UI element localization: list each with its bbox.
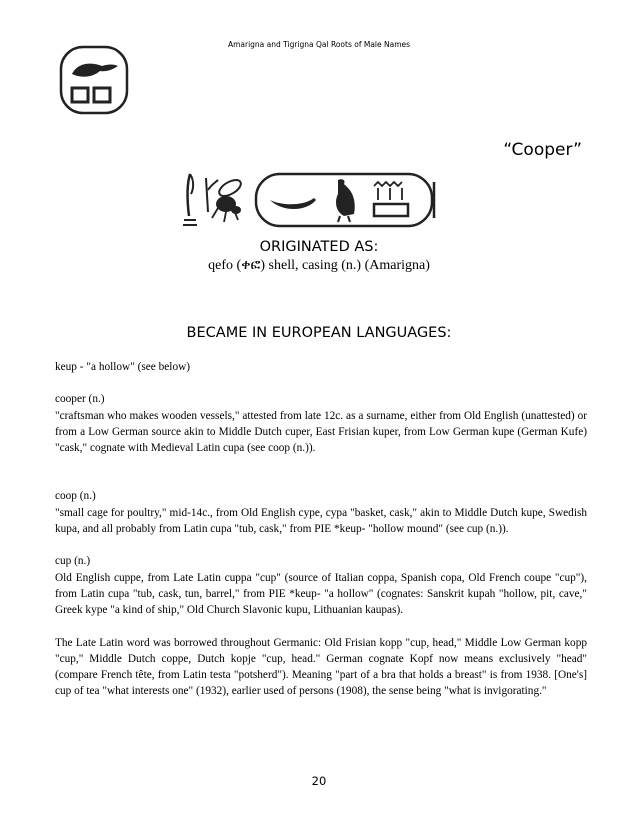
paragraph-keup: keup - "a hollow" (see below) xyxy=(55,361,191,373)
originated-heading: ORIGINATED AS: xyxy=(259,239,379,255)
entry-text-late-latin: The Late Latin word was borrowed throughout Germanic: Old Frisian kopp "cup, head," Middle Low German kopp "cup," Middle Dutch coppe, Dutch kopje "cup, head." German cognate Kopf now means exclusively "head" (compare French tête, from Latin testa "potsherd"). Meaning "part of a bra that holds a breast" is from 1938. [One's] cup of tea "what interests one" (1932), earlier used of persons (1908), the sense being "what is invigorating." xyxy=(55,636,587,698)
entry-text-cooper: "craftsman who makes wooden vessels," attested from late 12c. as a surname, either from Old English (unattested) or from a Low German source akin to Middle Dutch cuper, East Frisian kuper, from Low German kupe (German Kufe) "cask," cognate with Medieval Latin cupa (see coop (n.)). xyxy=(55,409,587,455)
entry-text-cup: Old English cuppe, from Late Latin cuppa "cup" (source of Italian coppa, Spanish copa, Old French coupe "cup"), from Latin cupa "tub, cask, tun, barrel," from PIE *keup- "a hollow" (cognates: Sanskrit kupah "hollow, pit, cave," Greek kype "a kind of ship," Old Church Slavonic kupu, Lithuanian kaupas). xyxy=(55,571,587,617)
body-text xyxy=(55,359,587,700)
entry-title-cooper: cooper (n.) xyxy=(55,393,105,406)
cartouche-top-icon xyxy=(58,44,136,118)
entry-text-coop: "small cage for poultry," mid-14c., from Old English cype, cypa "basket, cask," akin to Middle Dutch kupe, Swedish kupa, and all probably from Latin cupa "tub, cask," from PIE *keup- "hollow mound" (see cup (n.)). xyxy=(55,506,587,536)
origin-line: qefo (ቀፎ) shell, casing (n.) (Amarigna) xyxy=(208,258,430,273)
hieroglyph-cartouche-icon xyxy=(178,170,448,232)
entry-title-cup: cup (n.) xyxy=(55,555,91,568)
page-number: 20 xyxy=(311,774,327,788)
became-heading: BECAME IN EUROPEAN LANGUAGES: xyxy=(186,325,452,341)
running-header: Amarigna and Tigrigna Qal Roots of Male Names xyxy=(227,40,411,49)
entry-title-coop: coop (n.) xyxy=(55,490,96,503)
name-title: “Cooper” xyxy=(503,140,582,160)
